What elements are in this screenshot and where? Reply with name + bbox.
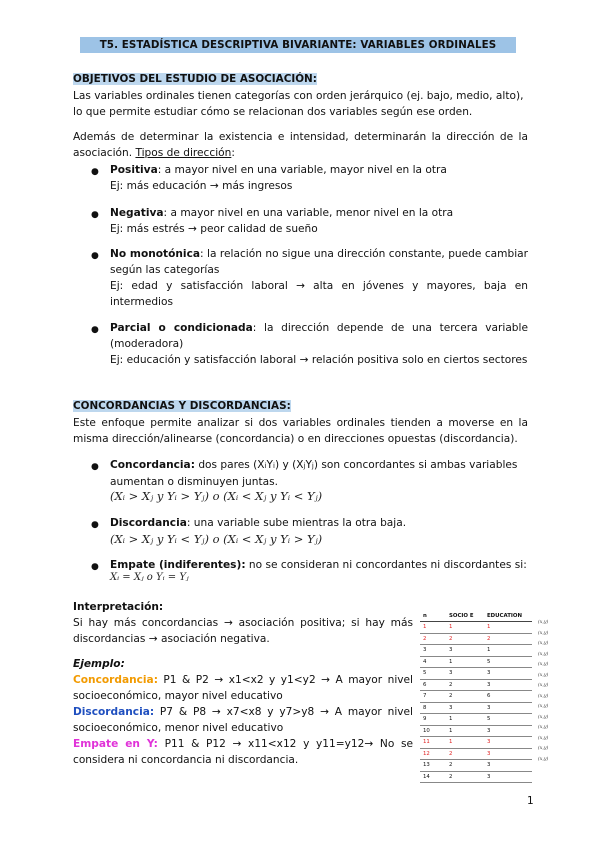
bullet-icon: ● [91,562,99,572]
item-example: Ej: educación y satisfacción laboral → relación positiva solo en ciertos sectores [110,354,528,366]
item-desc: : una variable sube mientras la otra baja. [186,517,407,529]
side-annotation: (x,y) [538,746,549,751]
section1-heading: OBJETIVOS DEL ESTUDIO DE ASOCIACIÓN: [73,73,317,85]
bullet-icon: ● [91,325,99,335]
item-term: Concordancia: [110,459,195,471]
item-desc: : a mayor nivel en una variable, menor nivel en la otra [163,207,454,219]
side-annotation: (x,y) [538,683,549,688]
table-cell: 2 [487,633,532,645]
table-row [420,737,532,749]
section1-heading-line [73,71,528,87]
side-annotation: (x,y) [538,672,549,678]
side-annotation: (x,y) [538,630,549,636]
example-tie [73,736,413,768]
table-cell: 2 [449,748,487,760]
table-cell: 2 [449,771,487,783]
table-cell: 3 [487,725,532,737]
example-heading: Ejemplo: [73,658,125,670]
interpretation-heading [73,599,413,615]
table-cell: 14 [420,771,449,783]
table-cell: 2 [449,691,487,703]
discordance-formula: (Xᵢ > Xⱼ y Yᵢ < Yⱼ) o (Xᵢ < Xⱼ y Yᵢ > Yⱼ) [110,532,323,546]
section2-intro: Este enfoque permite analizar si dos variables ordinales tienden a moverse en la misma dirección/alinearse (concordancia) o en direcciones opuestas (discordancia). [73,417,528,445]
table-cell: 13 [420,760,449,772]
table-cell: 3 [487,679,532,691]
tipos-direccion-label: Tipos de dirección [135,147,232,159]
table-cell: 5 [487,656,532,668]
table-row [420,622,532,634]
bullet-icon: ● [91,462,99,472]
side-annotation: (x,y) [538,725,549,730]
table-cell: 1 [449,656,487,668]
table-header: SOCIO E [449,610,487,622]
tie-item [110,557,528,573]
example-heading-line [73,656,413,672]
table-cell: 3 [487,668,532,680]
table-cell: 5 [420,668,449,680]
table-cell: 3 [449,645,487,657]
item-desc: Y [305,459,312,471]
section2-heading: CONCORDANCIAS Y DISCORDANCIAS: [73,400,291,412]
page-number: 1 [527,795,534,807]
table-cell: 3 [449,702,487,714]
section1-paragraph2 [73,129,528,161]
item-desc: : a mayor nivel en una variable, mayor nivel en la otra [157,164,447,176]
example-discordance-label: Discordancia: [73,706,155,718]
table-row [420,691,532,703]
item-term: Parcial o condicionada [110,322,253,334]
table-cell: 3 [449,668,487,680]
table-row [420,679,532,691]
direction-item-negative [110,205,528,237]
table-cell: 3 [487,737,532,749]
item-term: Empate (indiferentes): [110,559,246,571]
direction-item-positive [110,162,528,194]
table-cell: 2 [449,760,487,772]
item-desc: ) y (X [274,459,304,471]
side-annotation: (x,y) [538,641,549,646]
side-annotation: (x,y) [538,714,549,720]
concordance-item [110,457,528,490]
table-cell: 1 [487,645,532,657]
subscript: j [311,462,314,470]
table-cell: 8 [420,702,449,714]
table-side-annotations [538,618,548,765]
example-tie-text: P11 & P12 → x11<x12 y y11=y12→ No se considera ni concordancia ni discordancia. [73,738,413,766]
table-cell: 4 [420,656,449,668]
paragraph2-text: Además de determinar la existencia e intensidad, determinarán la dirección de la asociación. [73,131,528,159]
side-annotation: (x,y) [538,662,549,667]
page-title: T5. ESTADÍSTICA DESCRIPTIVA BIVARIANTE: VARIABLES ORDINALES [80,37,516,53]
table-cell: 3 [487,760,532,772]
table-row [420,633,532,645]
section1-intro: Las variables ordinales tienen categorías con orden jerárquico (ej. bajo, medio, alto), lo que permite estudiar cómo se relacionan dos variables según ese orden. [73,90,524,118]
subscript: i [273,462,275,470]
paragraph2-colon: : [231,147,235,159]
table-row [420,656,532,668]
concordance-formula: (Xᵢ > Xⱼ y Yᵢ > Yⱼ) o (Xᵢ < Xⱼ y Yᵢ < Yⱼ) [110,489,323,503]
table-cell: 6 [420,679,449,691]
table-row [420,760,532,772]
item-desc: Y [266,459,273,471]
interpretation-text: Si hay más concordancias → asociación positiva; si hay más discordancias → asociación negativa. [73,617,413,645]
table-cell: 2 [449,679,487,691]
item-example: Ej: más educación → más ingresos [110,180,293,192]
table-cell: 12 [420,748,449,760]
table-row [420,702,532,714]
example-data-table [420,610,549,783]
item-term: Positiva [110,164,158,176]
item-desc: no se consideran ni concordantes ni discordantes si: [245,559,527,571]
table-cell: 3 [420,645,449,657]
side-annotation: (x,y) [538,735,549,741]
table-cell: 1 [449,737,487,749]
example-tie-label: Empate en Y: [73,738,158,750]
table-cell: 3 [487,702,532,714]
bullet-icon: ● [91,167,99,177]
side-annotation: (x,y) [538,756,549,762]
table-cell: 5 [487,714,532,726]
table-row [420,725,532,737]
table-cell: 3 [487,771,532,783]
table-cell: 2 [420,633,449,645]
subscript: i [264,462,267,470]
table-cell: 6 [487,691,532,703]
direction-item-non-monotonic [110,246,528,310]
item-term: No monotónica [110,248,200,260]
table-cell: 9 [420,714,449,726]
example-discordance-text: P7 & P8 → x7<x8 y y7>y8 → A mayor nivel socioeconómico, menor nivel educativo [73,706,413,734]
example-concordance-text: P1 & P2 → x1<x2 y y1<y2 → A mayor nivel socioeconómico, mayor nivel educativo [73,674,413,702]
item-desc: ) son concordantes si ambas variables aumentan o disminuyen juntas. [110,459,518,488]
item-desc: : la relación no sigue una dirección constante, puede cambiar según las categorías [110,248,528,276]
tie-formula: Xᵢ = Xⱼ o Yᵢ = Yⱼ [110,572,189,583]
table-cell: 1 [449,714,487,726]
example-discordance [73,704,413,736]
table-cell: 3 [487,748,532,760]
table-row [420,748,532,760]
bullet-icon: ● [91,251,99,261]
table-header: n [420,610,449,622]
table-cell: 1 [487,622,532,634]
table-row [420,714,532,726]
example-concordance [73,672,413,704]
example-concordance-label: Concordancia: [73,674,158,686]
item-example: Ej: más estrés → peor calidad de sueño [110,223,318,235]
table-cell: 10 [420,725,449,737]
side-annotation: (x,y) [538,620,549,625]
table-row [420,668,532,680]
table-cell: 1 [449,725,487,737]
bullet-icon: ● [91,520,99,530]
table-cell: 2 [449,633,487,645]
side-annotation: (x,y) [538,704,549,709]
side-annotation: (x,y) [538,651,549,657]
item-desc: : la dirección depende de una tercera variable (moderadora) [110,322,528,350]
table-cell: 1 [449,622,487,634]
item-example: Ej: edad y satisfacción laboral → alta en jóvenes y mayores, baja en intermedios [110,280,528,308]
item-desc: dos pares (X [194,459,265,471]
table-cell: 7 [420,691,449,703]
table-cell: 1 [420,622,449,634]
subscript: j [303,462,306,470]
direction-item-partial [110,320,528,368]
item-term: Negativa [110,207,164,219]
bullet-icon: ● [91,210,99,220]
table-header: EDUCATION [487,610,532,622]
side-annotation: (x,y) [538,693,549,699]
table-row [420,645,532,657]
table-cell: 11 [420,737,449,749]
section2-heading-line [73,398,528,414]
interpretation-title: Interpretación: [73,601,164,613]
discordance-item [110,515,528,531]
table-header-row [420,610,532,622]
item-term: Discordancia [110,517,187,529]
table-row [420,771,532,783]
